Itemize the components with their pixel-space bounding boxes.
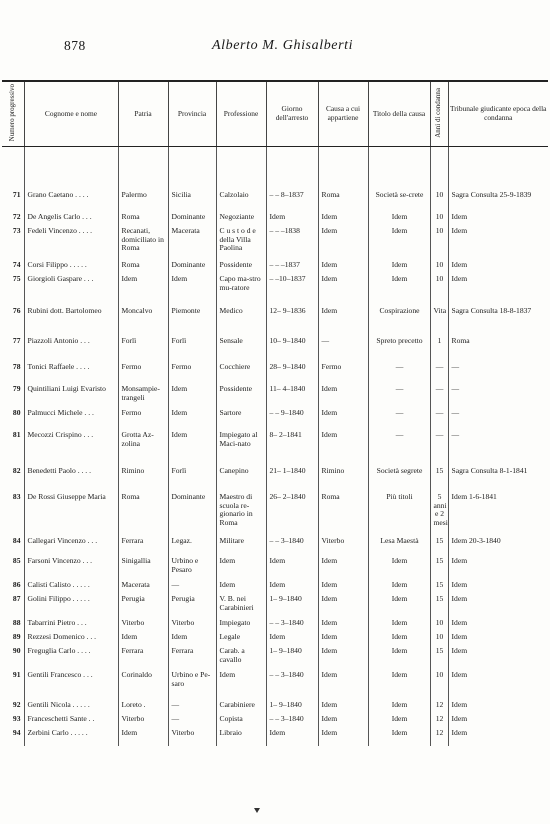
- cell-name: Franceschetti Sante . .: [24, 714, 118, 728]
- cell-name: Callegari Vincenzo . . .: [24, 536, 118, 556]
- cell-causa: Idem: [318, 594, 368, 618]
- cell-professione: Idem: [216, 580, 266, 594]
- cell-giorno: 26– 2–1840: [266, 492, 318, 536]
- cell-giorno: Idem: [266, 556, 318, 580]
- cell-provincia: Urbino e Pesaro: [168, 556, 216, 580]
- column-header-cognome: Cognome e nome: [24, 81, 118, 147]
- cell-causa: Idem: [318, 670, 368, 700]
- cell-causa: Idem: [318, 408, 368, 430]
- cell-causa: Idem: [318, 618, 368, 632]
- cell-name: Corsi Filippo . . . . .: [24, 260, 118, 274]
- cell-professione: Carabiniere: [216, 700, 266, 714]
- cell-provincia: —: [168, 714, 216, 728]
- cell-professione: Idem: [216, 556, 266, 580]
- cell-titolo: Idem: [368, 728, 430, 746]
- cell-titolo: Società se-crete: [368, 190, 430, 212]
- cell-titolo: Idem: [368, 714, 430, 728]
- cell-numero: 82: [12, 466, 21, 476]
- cell-professione: C u s t o d e della Villa Paolina: [216, 226, 266, 260]
- cell-name: Golini Filippo . . . . .: [24, 594, 118, 618]
- cell-giorno: – – 3–1840: [266, 618, 318, 632]
- cell-tribunale: Idem: [448, 594, 548, 618]
- cell-causa: Idem: [318, 646, 368, 670]
- column-header-professione: Professione: [216, 81, 266, 147]
- cell-tribunale: Idem: [448, 274, 548, 306]
- cell-anni: 1: [430, 336, 448, 362]
- cell-provincia: Idem: [168, 632, 216, 646]
- register-body: [2, 147, 548, 747]
- cell-professione: V. B. nei Carabinieri: [216, 594, 266, 618]
- cell-patria: Roma: [118, 260, 168, 274]
- cell-provincia: Macerata: [168, 226, 216, 260]
- cell-numero: 93: [12, 714, 21, 724]
- cell-name: Benedetti Paolo . . . .: [24, 466, 118, 492]
- cell-anni: 15: [430, 580, 448, 594]
- cell-name: Freguglia Carlo . . . .: [24, 646, 118, 670]
- table-row: [2, 274, 548, 306]
- table-row: [2, 594, 548, 618]
- cell-name: Quintiliani Luigi Evaristo: [24, 384, 118, 408]
- column-header-causa: Causa a cui appartiene: [318, 81, 368, 147]
- cell-provincia: Piemonte: [168, 306, 216, 336]
- cell-titolo: Idem: [368, 700, 430, 714]
- cell-anni: —: [430, 430, 448, 466]
- cell-patria: Sinigallia: [118, 556, 168, 580]
- cell-tribunale: Sagra Consulta 8-1-1841: [448, 466, 548, 492]
- cell-provincia: Idem: [168, 408, 216, 430]
- cell-provincia: Viterbo: [168, 618, 216, 632]
- table-row: [2, 618, 548, 632]
- cell-titolo: —: [368, 430, 430, 466]
- page-footer-mark: [254, 808, 260, 813]
- table-row: [2, 306, 548, 336]
- cell-titolo: Idem: [368, 212, 430, 226]
- table-row: [2, 580, 548, 594]
- cell-patria: Macerata: [118, 580, 168, 594]
- cell-patria: Fermo: [118, 362, 168, 384]
- table-row: [2, 226, 548, 260]
- cell-tribunale: Sagra Consulta 25-9-1839: [448, 190, 548, 212]
- running-title: Alberto M. Ghisalberti: [212, 38, 354, 53]
- cell-titolo: Spreto precetto: [368, 336, 430, 362]
- cell-giorno: Idem: [266, 632, 318, 646]
- cell-giorno: – – 3–1840: [266, 714, 318, 728]
- cell-provincia: Perugia: [168, 594, 216, 618]
- cell-anni: 10: [430, 212, 448, 226]
- cell-patria: Idem: [118, 728, 168, 746]
- cell-name: Rezzesi Domenico . . .: [24, 632, 118, 646]
- cell-giorno: 10– 9–1840: [266, 336, 318, 362]
- cell-provincia: Forlì: [168, 336, 216, 362]
- cell-patria: Ferrara: [118, 646, 168, 670]
- cell-professione: Sartore: [216, 408, 266, 430]
- cell-numero: 94: [12, 728, 21, 738]
- cell-numero: 73: [12, 226, 21, 236]
- cell-patria: Ferrara: [118, 536, 168, 556]
- table-row: [2, 212, 548, 226]
- cell-giorno: Idem: [266, 728, 318, 746]
- cell-tribunale: —: [448, 430, 548, 466]
- cell-name: Zerbini Carlo . . . . .: [24, 728, 118, 746]
- cell-causa: Idem: [318, 728, 368, 746]
- cell-causa: Idem: [318, 580, 368, 594]
- cell-provincia: —: [168, 580, 216, 594]
- cell-patria: Roma: [118, 212, 168, 226]
- cell-giorno: 1– 9–1840: [266, 646, 318, 670]
- cell-provincia: Dominante: [168, 212, 216, 226]
- table-row: [2, 632, 548, 646]
- cell-name: Piazzoli Antonio . . .: [24, 336, 118, 362]
- cell-anni: Vita: [430, 306, 448, 336]
- cell-giorno: 21– 1–1840: [266, 466, 318, 492]
- cell-provincia: Sicilia: [168, 190, 216, 212]
- cell-giorno: 8– 2–1841: [266, 430, 318, 466]
- column-header-provincia: Provincia: [168, 81, 216, 147]
- cell-name: Fedeli Vincenzo . . . .: [24, 226, 118, 260]
- cell-giorno: 1– 9–1840: [266, 700, 318, 714]
- cell-anni: 15: [430, 536, 448, 556]
- cell-tribunale: Idem: [448, 714, 548, 728]
- cell-titolo: Più titoli: [368, 492, 430, 536]
- cell-anni: 10: [430, 670, 448, 700]
- table-row: [2, 362, 548, 384]
- cell-anni: —: [430, 384, 448, 408]
- cell-giorno: Idem: [266, 212, 318, 226]
- cell-numero: 80: [12, 408, 21, 418]
- cell-titolo: —: [368, 362, 430, 384]
- cell-patria: Viterbo: [118, 714, 168, 728]
- cell-tribunale: —: [448, 362, 548, 384]
- cell-numero: 71: [12, 190, 21, 200]
- cell-numero: 85: [12, 556, 21, 566]
- page-number: 878: [64, 38, 86, 53]
- cell-provincia: Dominante: [168, 492, 216, 536]
- table-header-row: [2, 81, 548, 147]
- cell-numero: 84: [12, 536, 21, 546]
- cell-numero: 83: [12, 492, 21, 502]
- cell-tribunale: Idem: [448, 632, 548, 646]
- cell-anni: 10: [430, 260, 448, 274]
- column-header-tribunale: Tribunale giudicante epoca della condanna: [448, 81, 548, 147]
- cell-titolo: Idem: [368, 632, 430, 646]
- cell-numero: 87: [12, 594, 21, 604]
- cell-name: Giorgioli Gaspare . . .: [24, 274, 118, 306]
- cell-patria: Perugia: [118, 594, 168, 618]
- table-row: [2, 700, 548, 714]
- cell-giorno: – – –1837: [266, 260, 318, 274]
- cell-professione: Calzolaio: [216, 190, 266, 212]
- cell-tribunale: Idem: [448, 700, 548, 714]
- cell-causa: Idem: [318, 700, 368, 714]
- cell-titolo: —: [368, 408, 430, 430]
- cell-professione: Carab. a cavallo: [216, 646, 266, 670]
- cell-causa: Idem: [318, 212, 368, 226]
- cell-titolo: Lesa Maestà: [368, 536, 430, 556]
- cell-patria: Rimino: [118, 466, 168, 492]
- cell-professione: Libraio: [216, 728, 266, 746]
- prisoner-register-table: [2, 80, 548, 746]
- cell-patria: Loreto .: [118, 700, 168, 714]
- cell-professione: Impiegato: [216, 618, 266, 632]
- cell-titolo: Idem: [368, 618, 430, 632]
- cell-professione: Sensale: [216, 336, 266, 362]
- column-header-giorno: Giorno dell'arresto: [266, 81, 318, 147]
- cell-name: Tabarrini Pietro . . .: [24, 618, 118, 632]
- cell-tribunale: Idem: [448, 260, 548, 274]
- cell-provincia: Dominante: [168, 260, 216, 274]
- cell-titolo: Idem: [368, 226, 430, 260]
- table-row: [2, 190, 548, 212]
- cell-causa: Roma: [318, 190, 368, 212]
- cell-giorno: 12– 9–1836: [266, 306, 318, 336]
- cell-numero: 78: [12, 362, 21, 372]
- cell-provincia: Idem: [168, 430, 216, 466]
- table-row: [2, 466, 548, 492]
- cell-anni: 10: [430, 226, 448, 260]
- cell-patria: Viterbo: [118, 618, 168, 632]
- cell-name: Tonici Raffaele . . . .: [24, 362, 118, 384]
- cell-name: Farsoni Vincenzo . . .: [24, 556, 118, 580]
- cell-professione: Possidente: [216, 260, 266, 274]
- cell-anni: 5 anni e 2 mesi: [430, 492, 448, 536]
- cell-name: De Angelis Carlo . . .: [24, 212, 118, 226]
- cell-causa: Idem: [318, 556, 368, 580]
- cell-causa: Idem: [318, 714, 368, 728]
- cell-numero: 75: [12, 274, 21, 284]
- cell-giorno: 1– 9–1840: [266, 594, 318, 618]
- cell-numero: 79: [12, 384, 21, 394]
- table-row: [2, 492, 548, 536]
- column-header-numero: Numero progressivo: [2, 81, 24, 147]
- table-row: [2, 728, 548, 746]
- table-row: [2, 336, 548, 362]
- cell-anni: 12: [430, 714, 448, 728]
- cell-name: De Rossi Giuseppe Maria: [24, 492, 118, 536]
- cell-numero: 86: [12, 580, 21, 590]
- cell-titolo: Idem: [368, 594, 430, 618]
- cell-tribunale: Idem: [448, 226, 548, 260]
- cell-causa: Idem: [318, 274, 368, 306]
- cell-titolo: Idem: [368, 646, 430, 670]
- cell-provincia: Forlì: [168, 466, 216, 492]
- cell-professione: Possidente: [216, 384, 266, 408]
- cell-professione: Canepino: [216, 466, 266, 492]
- cell-giorno: – – 3–1840: [266, 536, 318, 556]
- cell-professione: Copista: [216, 714, 266, 728]
- cell-numero: 91: [12, 670, 21, 680]
- cell-tribunale: Idem: [448, 580, 548, 594]
- cell-giorno: 11– 4–1840: [266, 384, 318, 408]
- cell-patria: Idem: [118, 632, 168, 646]
- cell-causa: Idem: [318, 306, 368, 336]
- cell-causa: —: [318, 336, 368, 362]
- cell-patria: Forlì: [118, 336, 168, 362]
- cell-causa: Idem: [318, 226, 368, 260]
- cell-causa: Fermo: [318, 362, 368, 384]
- cell-anni: 12: [430, 700, 448, 714]
- cell-titolo: Idem: [368, 580, 430, 594]
- cell-provincia: Idem: [168, 274, 216, 306]
- cell-tribunale: —: [448, 384, 548, 408]
- cell-professione: Legale: [216, 632, 266, 646]
- cell-patria: Recanati, domiciliato in Roma: [118, 226, 168, 260]
- cell-numero: 88: [12, 618, 21, 628]
- cell-titolo: Idem: [368, 274, 430, 306]
- table-row: [2, 430, 548, 466]
- cell-giorno: – – 8–1837: [266, 190, 318, 212]
- cell-anni: 10: [430, 618, 448, 632]
- cell-patria: Monsampie-trangeli: [118, 384, 168, 408]
- cell-anni: 12: [430, 728, 448, 746]
- cell-causa: Viterbo: [318, 536, 368, 556]
- cell-numero: 89: [12, 632, 21, 642]
- cell-giorno: 28– 9–1840: [266, 362, 318, 384]
- cell-causa: Idem: [318, 384, 368, 408]
- cell-tribunale: —: [448, 408, 548, 430]
- cell-patria: Idem: [118, 274, 168, 306]
- cell-titolo: Idem: [368, 556, 430, 580]
- cell-giorno: – –10–1837: [266, 274, 318, 306]
- cell-anni: 15: [430, 646, 448, 670]
- cell-tribunale: Idem: [448, 670, 548, 700]
- cell-professione: Cocchiere: [216, 362, 266, 384]
- table-row: [2, 556, 548, 580]
- cell-provincia: Urbino e Pe-saro: [168, 670, 216, 700]
- cell-professione: Maestro di scuola re-gionario in Roma: [216, 492, 266, 536]
- cell-name: Palmucci Michele . . .: [24, 408, 118, 430]
- cell-anni: 15: [430, 466, 448, 492]
- cell-provincia: —: [168, 700, 216, 714]
- cell-patria: Palermo: [118, 190, 168, 212]
- cell-name: Grano Caetano . . . .: [24, 190, 118, 212]
- cell-giorno: – – 3–1840: [266, 670, 318, 700]
- cell-patria: Corinaldo: [118, 670, 168, 700]
- cell-patria: Grotta Az-zolina: [118, 430, 168, 466]
- cell-titolo: Idem: [368, 670, 430, 700]
- cell-titolo: —: [368, 384, 430, 408]
- column-header-titolo: Titolo della causa: [368, 81, 430, 147]
- blank-row: [2, 147, 548, 191]
- cell-name: Mecozzi Crispino . . .: [24, 430, 118, 466]
- cell-tribunale: Idem 20-3-1840: [448, 536, 548, 556]
- cell-tribunale: Idem 1-6-1841: [448, 492, 548, 536]
- cell-patria: Roma: [118, 492, 168, 536]
- cell-tribunale: Idem: [448, 728, 548, 746]
- cell-causa: Idem: [318, 260, 368, 274]
- cell-numero: 90: [12, 646, 21, 656]
- cell-provincia: Ferrara: [168, 646, 216, 670]
- cell-name: Rubini dott. Bartolomeo: [24, 306, 118, 336]
- cell-anni: —: [430, 362, 448, 384]
- cell-professione: Idem: [216, 670, 266, 700]
- cell-numero: 74: [12, 260, 21, 270]
- cell-causa: Rimino: [318, 466, 368, 492]
- cell-anni: 10: [430, 274, 448, 306]
- cell-anni: —: [430, 408, 448, 430]
- cell-giorno: – – –1838: [266, 226, 318, 260]
- cell-professione: Capo ma-stro mu-ratore: [216, 274, 266, 306]
- cell-anni: 15: [430, 556, 448, 580]
- cell-giorno: Idem: [266, 580, 318, 594]
- cell-patria: Fermo: [118, 408, 168, 430]
- cell-professione: Impiegato al Maci-nato: [216, 430, 266, 466]
- table-row: [2, 670, 548, 700]
- cell-causa: Idem: [318, 632, 368, 646]
- cell-name: Gentili Nicola . . . . .: [24, 700, 118, 714]
- cell-causa: Roma: [318, 492, 368, 536]
- cell-tribunale: Idem: [448, 646, 548, 670]
- cell-titolo: Società segrete: [368, 466, 430, 492]
- cell-numero: 72: [12, 212, 21, 222]
- cell-giorno: – – 9–1840: [266, 408, 318, 430]
- table-row: [2, 408, 548, 430]
- table-row: [2, 646, 548, 670]
- table-row: [2, 384, 548, 408]
- table-row: [2, 260, 548, 274]
- cell-tribunale: Idem: [448, 618, 548, 632]
- cell-name: Gentili Francesco . . .: [24, 670, 118, 700]
- cell-causa: Idem: [318, 430, 368, 466]
- cell-professione: Militare: [216, 536, 266, 556]
- cell-anni: 15: [430, 594, 448, 618]
- cell-provincia: Viterbo: [168, 728, 216, 746]
- cell-titolo: Cospirazione: [368, 306, 430, 336]
- cell-professione: Negoziante: [216, 212, 266, 226]
- cell-patria: Moncalvo: [118, 306, 168, 336]
- cell-numero: 77: [12, 336, 21, 346]
- cell-professione: Medico: [216, 306, 266, 336]
- cell-numero: 81: [12, 430, 21, 440]
- cell-provincia: Idem: [168, 384, 216, 408]
- cell-tribunale: Sagra Consulta 18-8-1837: [448, 306, 548, 336]
- cell-provincia: Fermo: [168, 362, 216, 384]
- cell-numero: 76: [12, 306, 21, 316]
- cell-tribunale: Roma: [448, 336, 548, 362]
- cell-anni: 10: [430, 632, 448, 646]
- column-header-patria: Patria: [118, 81, 168, 147]
- cell-provincia: Legaz.: [168, 536, 216, 556]
- cell-name: Calisti Calisto . . . . .: [24, 580, 118, 594]
- cell-anni: 10: [430, 190, 448, 212]
- cell-numero: 92: [12, 700, 21, 710]
- column-header-anni: Anni di condanna: [430, 81, 448, 147]
- page-header: [0, 38, 550, 58]
- table-row: [2, 536, 548, 556]
- cell-tribunale: Idem: [448, 556, 548, 580]
- table-row: [2, 714, 548, 728]
- cell-titolo: Idem: [368, 260, 430, 274]
- cell-tribunale: Idem: [448, 212, 548, 226]
